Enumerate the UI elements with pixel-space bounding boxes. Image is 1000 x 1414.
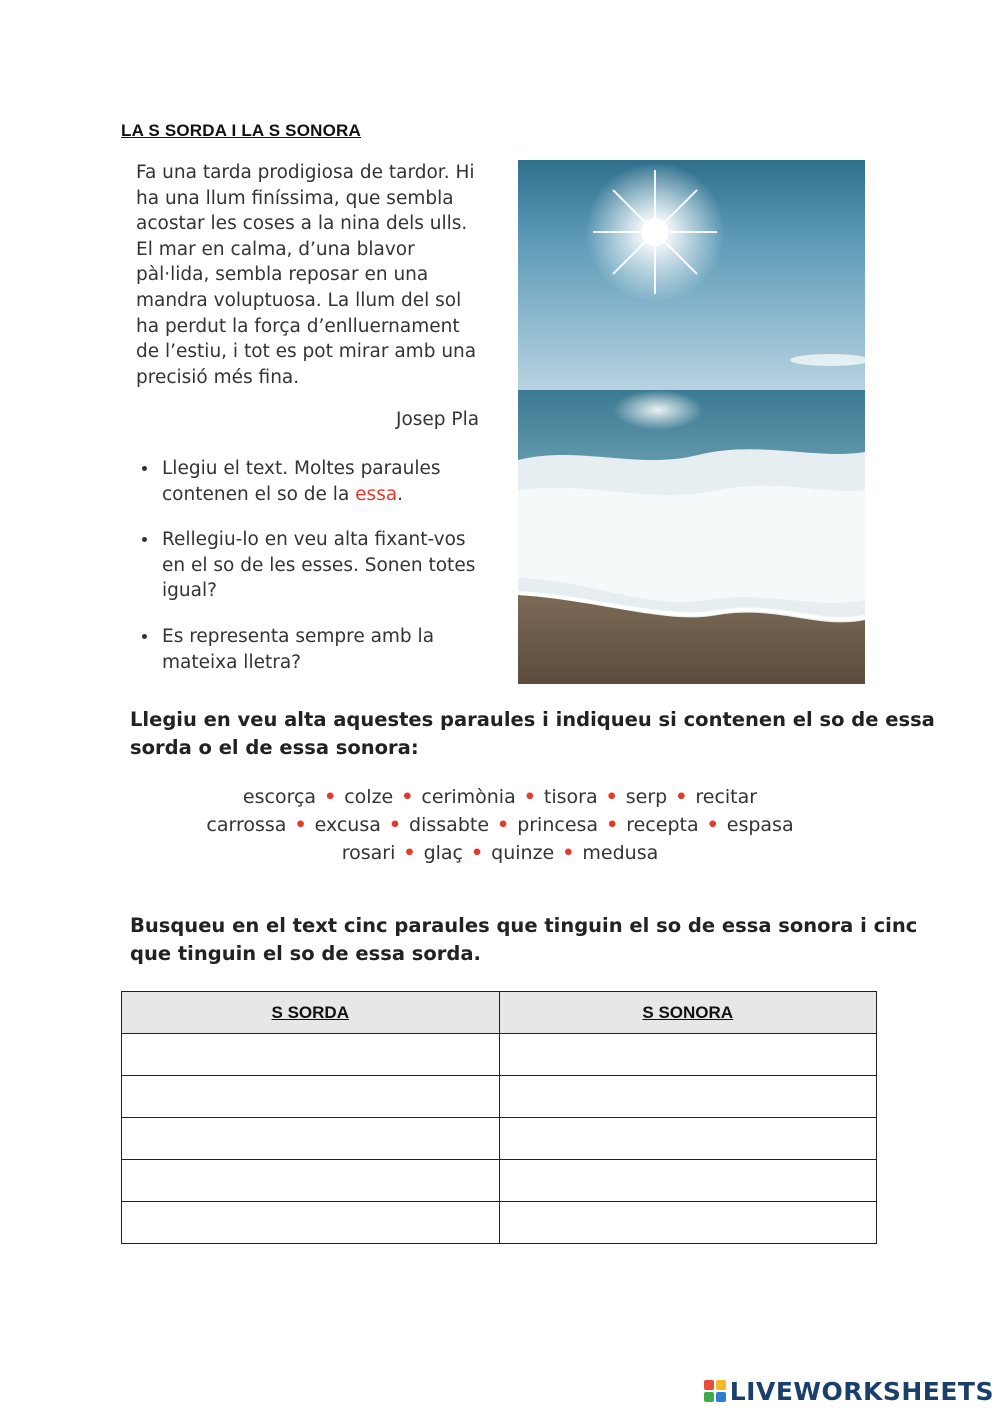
word: glaç bbox=[423, 842, 463, 864]
word: escorça bbox=[242, 786, 317, 808]
s-sorda-answer-input[interactable] bbox=[122, 1076, 499, 1117]
passage-line: pàl·lida, sembla reposar en una bbox=[136, 264, 429, 286]
word: serp bbox=[625, 786, 668, 808]
separator-dot: • bbox=[403, 842, 416, 864]
table-row bbox=[122, 1160, 877, 1202]
separator-dot: • bbox=[324, 786, 337, 808]
logo-square bbox=[716, 1380, 726, 1390]
table-row bbox=[122, 1034, 877, 1076]
separator-dot: • bbox=[605, 786, 618, 808]
question-item bbox=[140, 624, 500, 675]
separator-dot: • bbox=[497, 814, 510, 836]
separator-dot: • bbox=[388, 814, 402, 836]
separator-dot: • bbox=[562, 842, 575, 864]
passage-line: mandra voluptuosa. La llum del sol bbox=[136, 289, 462, 311]
separator-dot: • bbox=[294, 814, 307, 836]
s-sorda-answer-input[interactable] bbox=[122, 1034, 499, 1075]
highlight-word: essa bbox=[355, 483, 398, 505]
table-cell bbox=[499, 1034, 877, 1076]
instruction-line: sorda o el de essa sonora: bbox=[130, 736, 419, 759]
separator-dot: • bbox=[675, 786, 688, 808]
word: tisora bbox=[543, 786, 598, 808]
separator-dot: • bbox=[401, 786, 414, 808]
s-sonora-answer-input[interactable] bbox=[500, 1160, 877, 1201]
table-cell bbox=[122, 1160, 500, 1202]
s-sorda-answer-input[interactable] bbox=[122, 1160, 499, 1201]
word: princesa bbox=[517, 814, 599, 836]
question-line bbox=[162, 482, 500, 508]
worksheet-title: LA S SORDA I LA S SONORA bbox=[121, 121, 361, 140]
word: recepta bbox=[626, 814, 699, 836]
logo-square bbox=[704, 1392, 714, 1402]
logo-square bbox=[704, 1380, 714, 1390]
table-cell bbox=[499, 1076, 877, 1118]
passage-line: Fa una tarda prodigiosa de tardor. Hi bbox=[136, 162, 475, 183]
bullet-icon bbox=[142, 537, 147, 542]
reading-passage bbox=[136, 160, 486, 390]
passage-line: de l’estiu, i tot es pot mirar amb una bbox=[136, 341, 477, 363]
s-sonora-answer-input[interactable] bbox=[500, 1202, 877, 1243]
bullet-icon bbox=[142, 634, 147, 639]
logo-square bbox=[716, 1392, 726, 1402]
liveworksheets-logo-text: LIVEWORKSHEETS bbox=[729, 1376, 994, 1406]
question-punctuation: . bbox=[397, 483, 404, 505]
bullet-icon bbox=[142, 466, 147, 471]
word: colze bbox=[344, 786, 394, 808]
question-item bbox=[140, 527, 500, 604]
table-header-row bbox=[122, 992, 877, 1034]
table-cell bbox=[122, 1118, 500, 1160]
column-header-s-sorda: S SORDA bbox=[122, 992, 500, 1034]
word: medusa bbox=[582, 842, 659, 864]
question-item bbox=[140, 456, 500, 507]
question-line: Es representa sempre amb la bbox=[162, 625, 435, 647]
answer-table bbox=[121, 991, 877, 1244]
separator-dot: • bbox=[471, 842, 484, 864]
separator-dot: • bbox=[706, 814, 719, 836]
word: recitar bbox=[695, 786, 758, 808]
s-sorda-answer-input[interactable] bbox=[122, 1118, 499, 1159]
s-sonora-answer-input[interactable] bbox=[500, 1076, 877, 1117]
passage-author: Josep Pla bbox=[396, 409, 480, 430]
question-text: contenen el so de la bbox=[162, 483, 356, 505]
liveworksheets-logo-icon bbox=[704, 1380, 726, 1402]
instruction-line: Busqueu en el text cinc paraules que tinguin el so de essa sonora i cinc bbox=[130, 914, 918, 937]
word: dissabte bbox=[409, 814, 490, 836]
table-cell bbox=[122, 1034, 500, 1076]
liveworksheets-logo bbox=[704, 1374, 994, 1408]
passage-line: ha una llum finíssima, que sembla bbox=[136, 187, 454, 209]
beach-sun-photo bbox=[518, 160, 865, 684]
word-list bbox=[130, 783, 870, 867]
question-line: en el so de les esses. Sonen totes bbox=[162, 554, 476, 576]
question-line: igual? bbox=[162, 580, 217, 602]
question-line: Rellegiu-lo en veu alta fixant-vos bbox=[162, 529, 466, 551]
question-list bbox=[140, 456, 500, 675]
instruction-line: que tinguin el so de essa sorda. bbox=[130, 942, 481, 965]
column-header-s-sonora: S SONORA bbox=[499, 992, 877, 1034]
s-sorda-answer-input[interactable] bbox=[122, 1202, 499, 1243]
word: rosari bbox=[341, 842, 396, 864]
passage-line: acostar les coses a la nina dels ulls. bbox=[136, 213, 468, 235]
instruction-find-words bbox=[130, 912, 918, 968]
table-row bbox=[122, 1118, 877, 1160]
word: carrossa bbox=[206, 814, 287, 836]
word: espasa bbox=[726, 814, 794, 836]
passage-line: El mar en calma, d’una blavor bbox=[136, 238, 415, 260]
word: excusa bbox=[314, 814, 381, 836]
passage-line: ha perdut la força d’enlluernament bbox=[136, 315, 460, 337]
question-line: Llegiu el text. Moltes paraules bbox=[162, 458, 441, 479]
table-cell bbox=[499, 1202, 877, 1244]
s-sonora-answer-input[interactable] bbox=[500, 1118, 877, 1159]
word-row bbox=[130, 811, 870, 839]
table-cell bbox=[122, 1076, 500, 1118]
question-line: mateixa lletra? bbox=[162, 651, 301, 673]
table-cell bbox=[122, 1202, 500, 1244]
table-cell bbox=[499, 1160, 877, 1202]
instruction-line: Llegiu en veu alta aquestes paraules i indiqueu si contenen el so de essa bbox=[130, 708, 935, 731]
word-row bbox=[130, 839, 870, 867]
instruction-read-aloud bbox=[130, 706, 935, 762]
word: quinze bbox=[491, 842, 555, 864]
separator-dot: • bbox=[606, 814, 619, 836]
s-sonora-answer-input[interactable] bbox=[500, 1034, 877, 1075]
word-row bbox=[130, 783, 870, 811]
table-row bbox=[122, 1076, 877, 1118]
separator-dot: • bbox=[523, 786, 536, 808]
word: cerimònia bbox=[421, 786, 516, 808]
table-row bbox=[122, 1202, 877, 1244]
table-cell bbox=[499, 1118, 877, 1160]
passage-line: precisió més fina. bbox=[136, 366, 300, 388]
